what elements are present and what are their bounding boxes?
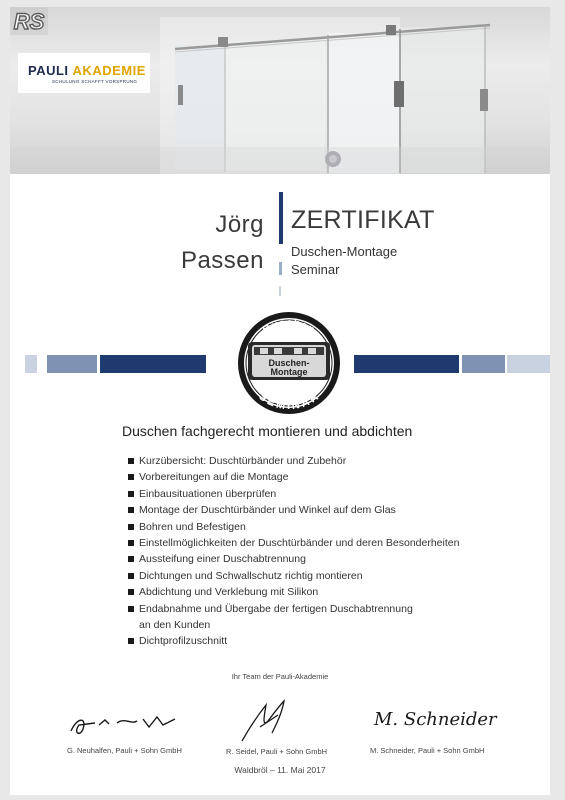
topic-list xyxy=(128,453,459,650)
seal-top-text: Duschen xyxy=(260,316,318,337)
seal-center-line1: Duschen- xyxy=(268,358,310,368)
list-item xyxy=(128,519,459,535)
logo-brand-part2: AKADEMIE xyxy=(72,63,146,78)
content-heading: Duschen fachgerecht montieren und abdichten xyxy=(122,423,413,439)
signer-name-3: M. Schneider, Pauli + Sohn GmbH xyxy=(370,746,485,755)
list-item xyxy=(128,568,459,584)
course-name-line1: Duschen-Montage xyxy=(291,244,398,259)
list-item-text: Einstellmöglichkeiten der Duschtürbänder und deren Besonderheiten xyxy=(139,537,460,550)
signature-schneider: M. Schneider xyxy=(374,709,497,730)
list-item xyxy=(128,535,459,551)
recipient-first-name: Jörg xyxy=(215,211,264,238)
list-item xyxy=(128,502,459,518)
bullet-square-icon xyxy=(128,638,134,644)
signature-seidel xyxy=(232,697,302,745)
list-item xyxy=(128,469,459,485)
bullet-square-icon xyxy=(128,540,134,546)
list-item-text: Aussteifung einer Duschabtrennung xyxy=(139,553,306,566)
bullet-square-icon xyxy=(128,524,134,530)
list-item-text: Abdichtung und Verklebung mit Silikon xyxy=(139,586,319,599)
bullet-square-icon xyxy=(128,573,134,579)
decorative-band xyxy=(354,355,459,373)
list-item-text: Vorbereitungen auf die Montage xyxy=(139,471,289,484)
list-item-text: Einbausituationen überprüfen xyxy=(139,487,277,500)
rs-logo-text: RS xyxy=(13,9,45,34)
place-date: Waldbröl – 11. Mai 2017 xyxy=(234,765,326,775)
decorative-band xyxy=(100,355,206,373)
bullet-square-icon xyxy=(128,606,134,612)
list-item xyxy=(128,584,459,600)
list-item xyxy=(128,486,459,502)
decorative-band xyxy=(507,355,550,373)
certificate-page xyxy=(10,7,550,795)
header-photo xyxy=(10,7,550,174)
list-item xyxy=(128,633,459,649)
decorative-band xyxy=(47,355,97,373)
seal-bottom-text: SEMINAR xyxy=(256,390,322,413)
decorative-band xyxy=(462,355,505,373)
signer-name-1: G. Neuhalfen, Pauli + Sohn GmbH xyxy=(67,746,182,755)
decorative-band xyxy=(25,355,37,373)
list-item-text: Kurzübersicht: Duschtürbänder und Zubehör xyxy=(139,455,347,467)
recipient-last-name: Passen xyxy=(180,247,264,274)
rs-logo-icon xyxy=(10,7,48,35)
list-item-continuation: an den Kunden xyxy=(139,619,211,632)
bullet-square-icon xyxy=(128,458,134,464)
bullet-square-icon xyxy=(128,589,134,595)
logo-tagline: SCHULUNG SCHAFFT VORSPRUNG xyxy=(52,79,138,84)
logo-brand-part1: PAULI xyxy=(28,63,69,78)
bullet-square-icon xyxy=(128,507,134,513)
signer-name-2: R. Seidel, Pauli + Sohn GmbH xyxy=(226,747,328,756)
list-item-text: Montage der Duschtürbänder und Winkel auf dem Glas xyxy=(139,504,396,517)
list-item-text: Endabnahme und Übergabe der fertigen Duschabtrennung xyxy=(139,602,413,615)
team-line: Ihr Team der Pauli-Akademie xyxy=(231,672,329,681)
title-accent-bar xyxy=(279,192,283,244)
course-name-line2: Seminar xyxy=(291,262,340,277)
list-item xyxy=(128,551,459,567)
list-item-text: Dichtprofilzuschnitt xyxy=(139,635,228,648)
list-item-text: Bohren und Befestigen xyxy=(139,520,246,533)
seminar-seal-badge xyxy=(236,310,342,416)
list-item-text: Dichtungen und Schwallschutz richtig montieren xyxy=(139,569,363,582)
bullet-square-icon xyxy=(128,474,134,480)
list-item xyxy=(128,601,459,617)
bullet-square-icon xyxy=(128,491,134,497)
seal-center-line2: Montage xyxy=(270,367,308,377)
signature-neuhalfen xyxy=(65,707,185,741)
pauli-akademie-logo xyxy=(18,53,150,93)
title-accent-bar-light xyxy=(279,262,282,275)
bullet-square-icon xyxy=(128,556,134,562)
list-item xyxy=(128,453,459,469)
title-accent-bar-faint xyxy=(279,286,281,296)
certificate-title: ZERTIFIKAT xyxy=(291,206,435,234)
